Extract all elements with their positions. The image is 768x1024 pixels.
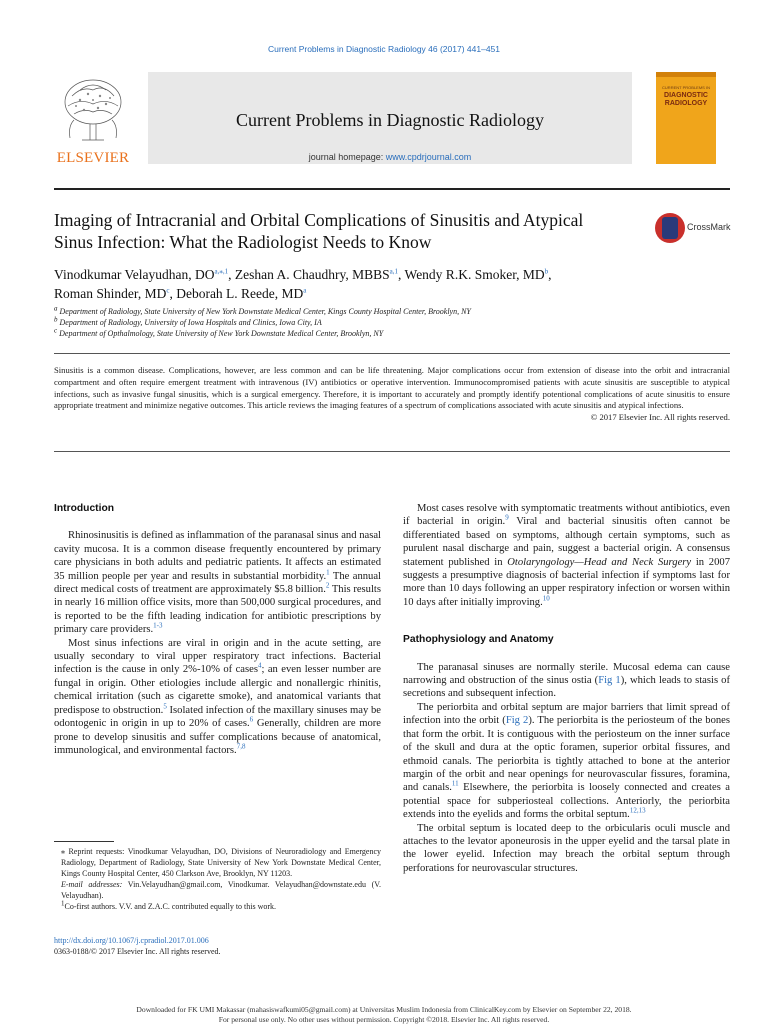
footnotes: [54, 846, 381, 912]
citation-link[interactable]: 1-3: [153, 621, 163, 630]
author-name: Roman Shinder, MD: [54, 286, 167, 301]
figure-link[interactable]: Fig 1: [598, 675, 621, 687]
author-separator: ,: [398, 267, 405, 282]
abstract: [54, 365, 730, 424]
body-paragraph: The orbital septum is located deep to the orbicularis oculi muscle and attaches to the levator aponeurosis in the upper eyelid and the tarsal plate in the lower eyelid. Infection may breach the orbital septum through perforations for neurovascular structures.: [403, 822, 730, 874]
citation-link[interactable]: 9: [505, 513, 509, 522]
citation-link[interactable]: 1: [326, 568, 330, 577]
citation-link[interactable]: 4: [257, 661, 262, 670]
issn-line: 0363-0188/© 2017 Elsevier Inc. All rights reserved.: [54, 947, 221, 956]
cover-title: [660, 84, 712, 108]
header-divider: [54, 188, 730, 190]
citation-link[interactable]: 11: [451, 779, 459, 788]
cover-main-title: DIAGNOSTIC RADIOLOGY: [664, 92, 708, 107]
figure-link[interactable]: Fig 2: [505, 715, 529, 727]
author-marks[interactable]: a: [303, 286, 307, 295]
author-list: [54, 265, 730, 303]
abstract-bottom-divider: [54, 451, 730, 452]
elsevier-tree-icon: [60, 76, 126, 146]
footnote-divider: [54, 841, 114, 842]
crossmark-label: CrossMark: [687, 222, 731, 232]
citation-link[interactable]: 7,8: [236, 742, 246, 751]
elsevier-wordmark: ELSEVIER: [56, 150, 130, 166]
body-paragraph: The periorbita and orbital septum are major barriers that limit spread of infection into the orbit (Fig 2). The periorbita is the periosteum of the bones that form the orbit. It is contiguous with the periosteum on the inner surface of the skull and dura at the optic foramen, superior orbital fissures, and ethmoid canals. The periorbita is tightly attached to bone at the anterior margin of the orbit and near openings for neurovascular fissures, foramina, and canals.$^{11}$ Elsewhere, the periorbita is loosely connected and creates a potential space for subperiosteal collections. Anteriorly, the periorbita extends into the eyelids and forms the orbital septum.$^{12,13}$: [403, 701, 731, 821]
homepage-label: journal homepage:: [308, 152, 386, 162]
crossmark-badge[interactable]: [655, 213, 735, 245]
body-right-column: [403, 502, 730, 875]
author-separator: ,: [548, 267, 552, 282]
affiliation-mark: b: [54, 315, 58, 324]
crossmark-icon: [655, 213, 685, 243]
abstract-text: Sinusitis is a common disease. Complications, however, are less common and can be life threatening. Major complications occur from extension of disease into the orbit and intracranial compartment and often require emergent treatment with intravenous (IV) antibiotics or operative intervention. Immunocompromised patients with acute sinusitis are susceptible to atypical infections, such as invasive fungal sinusitis, which is a surgical emergency. Therefore, it is important to accurately and promptly identify potentional complications of acute sinusitis to ensure appropriate treatment and minimize negative outcomes. This article reviews the imaging features of a spectrum of complications associated with acute sinusitis and atypical infections.: [54, 365, 730, 411]
abstract-top-divider: [54, 353, 730, 354]
download-notice: [0, 1005, 768, 1024]
article-title: Imaging of Intracranial and Orbital Complications of Sinusitis and Atypical Sinus Infection: What the Radiologist Needs to Know: [54, 210, 584, 252]
download-notice-line: Downloaded for FK UMI Makassar (mahasiswafkumi05@gmail.com) at Universitas Muslim Indonesia from ClinicalKey.com by Elsevier on September 22, 2018.: [136, 1005, 632, 1014]
doi-block: [54, 935, 381, 957]
journal-name-italic: Otolaryngology—Head and Neck Surgery: [507, 556, 692, 568]
body-paragraph: The paranasal sinuses are normally sterile. Mucosal edema can cause narrowing and obstruction of the sinus ostia (Fig 1), which leads to stasis of secretions and subsequent infection.: [403, 661, 730, 700]
citation-link[interactable]: 2: [325, 581, 330, 590]
author-marks[interactable]: a,⁎,1: [214, 267, 229, 276]
elsevier-logo: [54, 70, 132, 166]
author-marks[interactable]: b: [544, 267, 549, 276]
author-separator: ,: [169, 286, 177, 301]
affiliation-mark: c: [54, 326, 58, 335]
journal-cover-thumbnail[interactable]: [656, 72, 716, 164]
reprint-footnote: ⁎ Reprint requests: Vinodkumar Velayudhan, DO, Divisions of Neuroradiology and Emergency Radiology, Department of Radiology, State University of New York Downstate Medical Center, Kings County Hospital Center, 450 Clarkson Ave, Brooklyn, NY 11203.: [61, 847, 381, 878]
section-heading-introduction: Introduction: [54, 503, 115, 514]
email-footnote: [54, 879, 381, 901]
affiliation-text: Department of Opthalmology, State University of New York Downstate Medical Center, Brooklyn, NY: [59, 329, 384, 338]
body-paragraph: Most sinus infections are viral in origin and in the acute setting, are usually secondary to viral upper respiratory tract infections. Bacterial infection is the cause in only 2%-10% of cases$^4$; an even lesser number are fungal in origin. Other etiologies include allergic and nonallergic rhinitis, chemical irritation (such as cigarette smoke), and anatomical variants that predispose to obstruction.$^5$ Isolated infection of the maxillary sinuses may be odontogenic in origin in up to 20% of cases.$^6$ Generally, children are more prone to develop sinusitis and suffer complications because of anatomical, immunological, and environmental factors.$^{7,8}$: [54, 637, 381, 756]
author-name: Wendy R.K. Smoker, MD: [404, 267, 545, 282]
cover-band: [656, 72, 716, 77]
citation-link[interactable]: 6: [249, 715, 254, 724]
download-notice-line: For personal use only. No other uses without permission. Copyright ©2018. Elsevier Inc. All rights reserved.: [218, 1015, 550, 1024]
citation-link[interactable]: 5: [163, 702, 167, 711]
body-paragraph: Most cases resolve with symptomatic treatments without antibiotics, even if bacterial in origin.$^9$ Viral and bacterial sinusitis often cannot be differentiated based on symptoms, although certain symptoms, such as purulent nasal discharge and pain, suggest a bacterial origin. A consensus statement published in Otolaryngology—Head and Neck Surgery in 2007 suggests a presumptive diagnosis of bacterial infection if symptoms last for more than 10 days following an upper respiratory infection or worsen within 10 days after initially improving.$^{10}$: [403, 503, 730, 608]
affiliations: [54, 306, 730, 339]
email-label: E-mail addresses:: [61, 880, 123, 889]
abstract-copyright: © 2017 Elsevier Inc. All rights reserved.: [590, 412, 730, 423]
affiliation-item: [54, 317, 730, 328]
affiliation-text: Department of Radiology, State University of New York Downstate Medical Center, Kings County Hospital Center, Brooklyn, NY: [59, 307, 471, 316]
doi-link[interactable]: http://dx.doi.org/10.1067/j.cpradiol.2017.01.006: [54, 936, 209, 945]
footnote-mark: 1: [61, 899, 65, 908]
cover-pretitle: CURRENT PROBLEMS IN: [662, 85, 710, 90]
journal-citation-link[interactable]: Current Problems in Diagnostic Radiology 46 (2017) 441–451: [268, 44, 500, 54]
citation-link[interactable]: 12,13: [629, 806, 646, 815]
cofirst-footnote: [54, 901, 381, 912]
email-addresses[interactable]: Vin.Velayudhan@gmail.com, Vinodkumar. Velayudhan@downstate.edu (V. Velayudhan).: [61, 880, 381, 900]
section-heading-pathophysiology: Pathophysiology and Anatomy: [403, 634, 554, 646]
affiliation-item: [54, 306, 730, 317]
affiliation-item: [54, 328, 730, 339]
author-marks[interactable]: a,1: [389, 267, 399, 276]
homepage-link[interactable]: www.cpdrjournal.com: [385, 152, 472, 162]
author-marks[interactable]: c: [166, 286, 170, 295]
affiliation-mark: a: [54, 304, 58, 313]
author-name: Zeshan A. Chaudhry, MBBS: [234, 267, 390, 282]
journal-homepage: [148, 152, 632, 162]
author-separator: ,: [228, 267, 235, 282]
journal-banner: [148, 72, 632, 164]
citation-link[interactable]: 10: [542, 594, 550, 603]
author-name: Deborah L. Reede, MD: [176, 286, 304, 301]
journal-title: Current Problems in Diagnostic Radiology: [236, 110, 544, 130]
masthead: [54, 70, 644, 166]
body-left-column: [54, 502, 381, 757]
author-name: Vinodkumar Velayudhan, DO: [54, 267, 215, 282]
body-paragraph: Rhinosinusitis is defined as inflammation of the paranasal sinus and nasal cavity mucosa. It is a common disease frequently encountered by primary care physicians in both adults and pediatric patients. It affects an estimated 35 million people per year and results in substantial morbidity.$^1$ The annual direct medical costs of treatment are approximately $5.8 billion.$^2$ This results in nearly 16 million office visits, more than 500,000 surgical procedures, and is reported to be the fifth leading indication for antibiotic prescriptions by primary care providers.$^{1-3}$: [54, 530, 381, 636]
footnote-text: Co-first authors. V.V. and Z.A.C. contributed equally to this work.: [64, 902, 277, 911]
affiliation-text: Department of Radiology, University of Iowa Hospitals and Clinics, Iowa City, IA: [59, 318, 322, 327]
